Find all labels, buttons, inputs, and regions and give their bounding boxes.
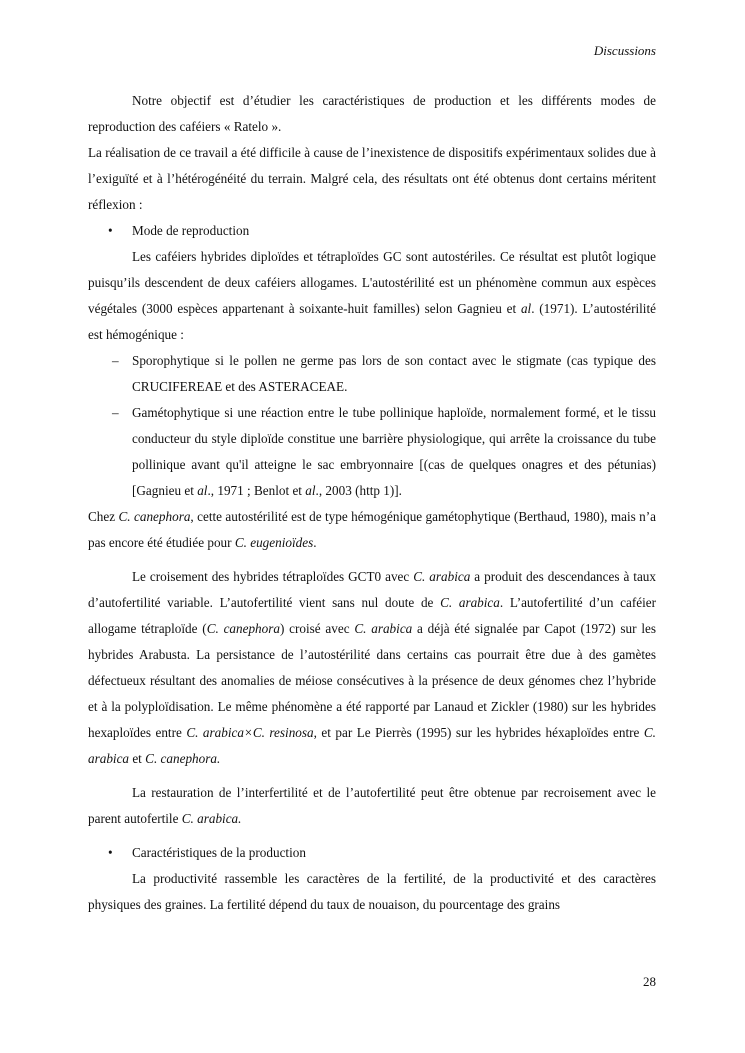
paragraph-objective: Notre objectif est d’étudier les caractéristiques de production et les différents modes de reproduction des caféiers « Ratelo ».	[88, 93, 656, 134]
dash-item-gametophytic: – Gamétophytique si une réaction entre le tube pollinique haploïde, normalement formé, et le tissu conducteur du style diploïde constitue une barrière physiologique, qui arrête la croissance du tube pollinique avant qu'il atteigne le sac embryonnaire [(cas de quelques onagres et des pétunias) [Gagnieu et al., 1971 ; Benlot et al., 2003 (http 1)].	[88, 400, 656, 504]
bullet-icon: •	[108, 845, 113, 860]
bullet-label: Caractéristiques de la production	[132, 845, 306, 860]
page-body	[88, 88, 656, 918]
bullet-reproduction	[88, 218, 656, 244]
dash-item-sporophytic: – Sporophytique si le pollen ne germe pas lors de son contact avec le stigmate (cas typique des CRUCIFEREAE et des ASTERACEAE.	[88, 348, 656, 400]
paragraph-restoration: La restauration de l’interfertilité et de l’autofertilité peut être obtenue par recroisement avec le parent autofertile C. arabica.	[88, 785, 656, 826]
bullet-production	[88, 840, 656, 866]
bullet-icon: •	[108, 223, 113, 238]
paragraph-crossing: Le croisement des hybrides tétraploïdes GCT0 avec C. arabica a produit des descendances à taux d’autofertilité variable. L’autofertilité vient sans nul doute de C. arabica. L’autofertilité d’un caféier allogame tétraploïde (C. canephora) croisé avec C. arabica a déjà été signalée par Capot (1972) sur les hybrides Arabusta. La persistance de l’autostérilité dans certains cas pourrait être due à des gamètes défectueux résultant des anomalies de méiose consécutives à la présence de deux génomes chez l’hybride et à la polyploïdisation. Le même phénomène a été rapporté par Lanaud et Zickler (1980) sur les hybrides hexaploïdes entre C. arabica×C. resinosa, et par Le Pierrès (1995) sur les hybrides héxaploïdes entre C. arabica et C. canephora.	[88, 569, 656, 766]
dash-icon: –	[112, 353, 119, 368]
running-header: Discussions	[593, 43, 656, 58]
paragraph-autosterility: Les caféiers hybrides diploïdes et tétraploïdes GC sont autostériles. Ce résultat est plutôt logique puisqu’ils descendent de deux caféiers allogames. L'autostérilité est un phénomène commun aux espèces végétales (3000 espèces appartenant à soixante-huit familles) selon Gagnieu et al. (1971). L’autostérilité est hémogénique :	[88, 249, 656, 342]
bullet-label: Mode de reproduction	[132, 223, 250, 238]
paragraph-canephora: Chez C. canephora, cette autostérilité est de type hémogénique gamétophytique (Berthaud, 1980), mais n’a pas encore été étudiée pour C. eugenioïdes.	[88, 509, 656, 550]
paragraph-context: La réalisation de ce travail a été difficile à cause de l’inexistence de dispositifs expérimentaux solides due à l’exiguïté et à l’hétérogénéité du terrain. Malgré cela, des résultats ont été obtenus dont certains méritent réflexion :	[88, 145, 656, 212]
dash-icon: –	[112, 405, 119, 420]
paragraph-productivity: La productivité rassemble les caractères de la fertilité, de la productivité et des caractères physiques des graines. La fertilité dépend du taux de nouaison, du pourcentage des grains	[88, 871, 656, 912]
page-number: 28	[643, 974, 656, 989]
